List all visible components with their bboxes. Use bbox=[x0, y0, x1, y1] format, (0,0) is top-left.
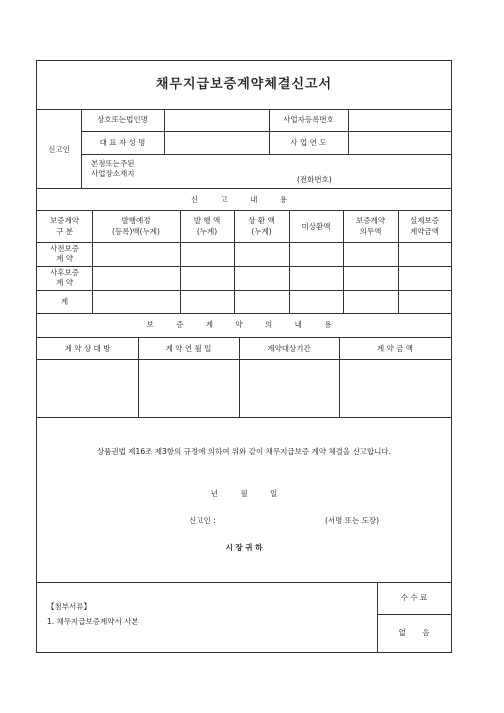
report-heading: 신 고 내 용 bbox=[190, 195, 298, 204]
divider bbox=[37, 188, 451, 189]
form-title: 채무지급보증계약체결신고서 bbox=[155, 77, 333, 92]
divider bbox=[37, 109, 451, 110]
row-label-line2: 계 약 bbox=[56, 278, 73, 287]
phone-label: (전화번호) bbox=[297, 175, 332, 184]
divider bbox=[81, 131, 451, 132]
divider bbox=[37, 417, 451, 418]
divider bbox=[37, 337, 451, 338]
row-label-line1: 사전보증 bbox=[50, 244, 79, 253]
col-header-line1: 발행예정 bbox=[121, 216, 151, 225]
col-header-line1: 발 행 액 bbox=[193, 216, 221, 225]
sign-note: (서명 또는 도장) bbox=[325, 516, 380, 525]
col-header-line2: (누계) bbox=[196, 227, 218, 236]
col-header-line1: 실제보증 bbox=[410, 216, 439, 225]
address-label-line2: 사업장소재지 bbox=[91, 169, 135, 178]
form-frame bbox=[36, 60, 452, 653]
col-header-line1: 보증계약 bbox=[50, 216, 79, 225]
attachment-item: 1. 채무지급보증계약서 사본 bbox=[47, 617, 139, 626]
col-header-line2: (등록)액(누계) bbox=[112, 227, 160, 236]
col-header-line1: 미상환액 bbox=[301, 222, 331, 231]
divider bbox=[81, 154, 451, 155]
row-label-line2: 계 약 bbox=[56, 254, 73, 263]
guarantee-heading: 보 증 계 약 의 내 용 bbox=[146, 320, 342, 329]
col-header-line1: 상 환 액 bbox=[248, 216, 275, 225]
divider bbox=[37, 359, 451, 360]
divider bbox=[37, 266, 451, 267]
guarantee-col-period: 계약대상기간 bbox=[267, 344, 311, 353]
row-label-total: 계 bbox=[60, 297, 69, 306]
divider bbox=[348, 109, 349, 154]
declaration-date-line: 년 월 일 bbox=[210, 489, 278, 498]
divider bbox=[37, 242, 451, 243]
row-label-line1: 사후보증 bbox=[50, 268, 79, 277]
fee-label: 수 수 료 bbox=[400, 593, 428, 602]
col-header-line1: 보증계약 bbox=[356, 216, 385, 225]
address-label-line1: 본점또는주된 bbox=[91, 159, 135, 168]
divider bbox=[377, 614, 451, 615]
guarantee-col-amount: 계 약 금 액 bbox=[376, 344, 414, 353]
col-header-line2: 의무액 bbox=[359, 227, 382, 236]
divider bbox=[37, 582, 451, 583]
declaration-statement: 상품권법 제16조 제3항의 규정에 의하여 위와 같이 채무지급보증 계약 체결을 신고합니다. bbox=[96, 447, 392, 456]
business-reg-label: 사업자등록번호 bbox=[283, 115, 334, 124]
company-name-label: 상호또는법인명 bbox=[97, 115, 148, 124]
divider bbox=[37, 313, 451, 314]
applicant-section-label: 신고인 bbox=[48, 145, 70, 154]
addressee: 시 장 귀 하 bbox=[225, 543, 263, 552]
signer-label: 신고인 : bbox=[189, 516, 216, 525]
guarantee-col-date: 계 약 연 월 일 bbox=[165, 344, 212, 353]
fee-value: 없 음 bbox=[398, 628, 430, 637]
divider bbox=[164, 109, 165, 154]
divider bbox=[37, 210, 451, 211]
guarantee-col-counterparty: 계 약 상 대 방 bbox=[64, 344, 111, 353]
attachments-heading: 【첨부서류】 bbox=[47, 602, 91, 611]
representative-label: 대 표 자 성 명 bbox=[99, 138, 146, 147]
divider bbox=[37, 290, 451, 291]
founding-year-label: 사 업 연 도 bbox=[290, 138, 327, 147]
col-header-line2: 계약금액 bbox=[410, 227, 439, 236]
col-header-line2: 구 분 bbox=[56, 227, 73, 236]
col-header-line2: (누계) bbox=[251, 227, 272, 236]
